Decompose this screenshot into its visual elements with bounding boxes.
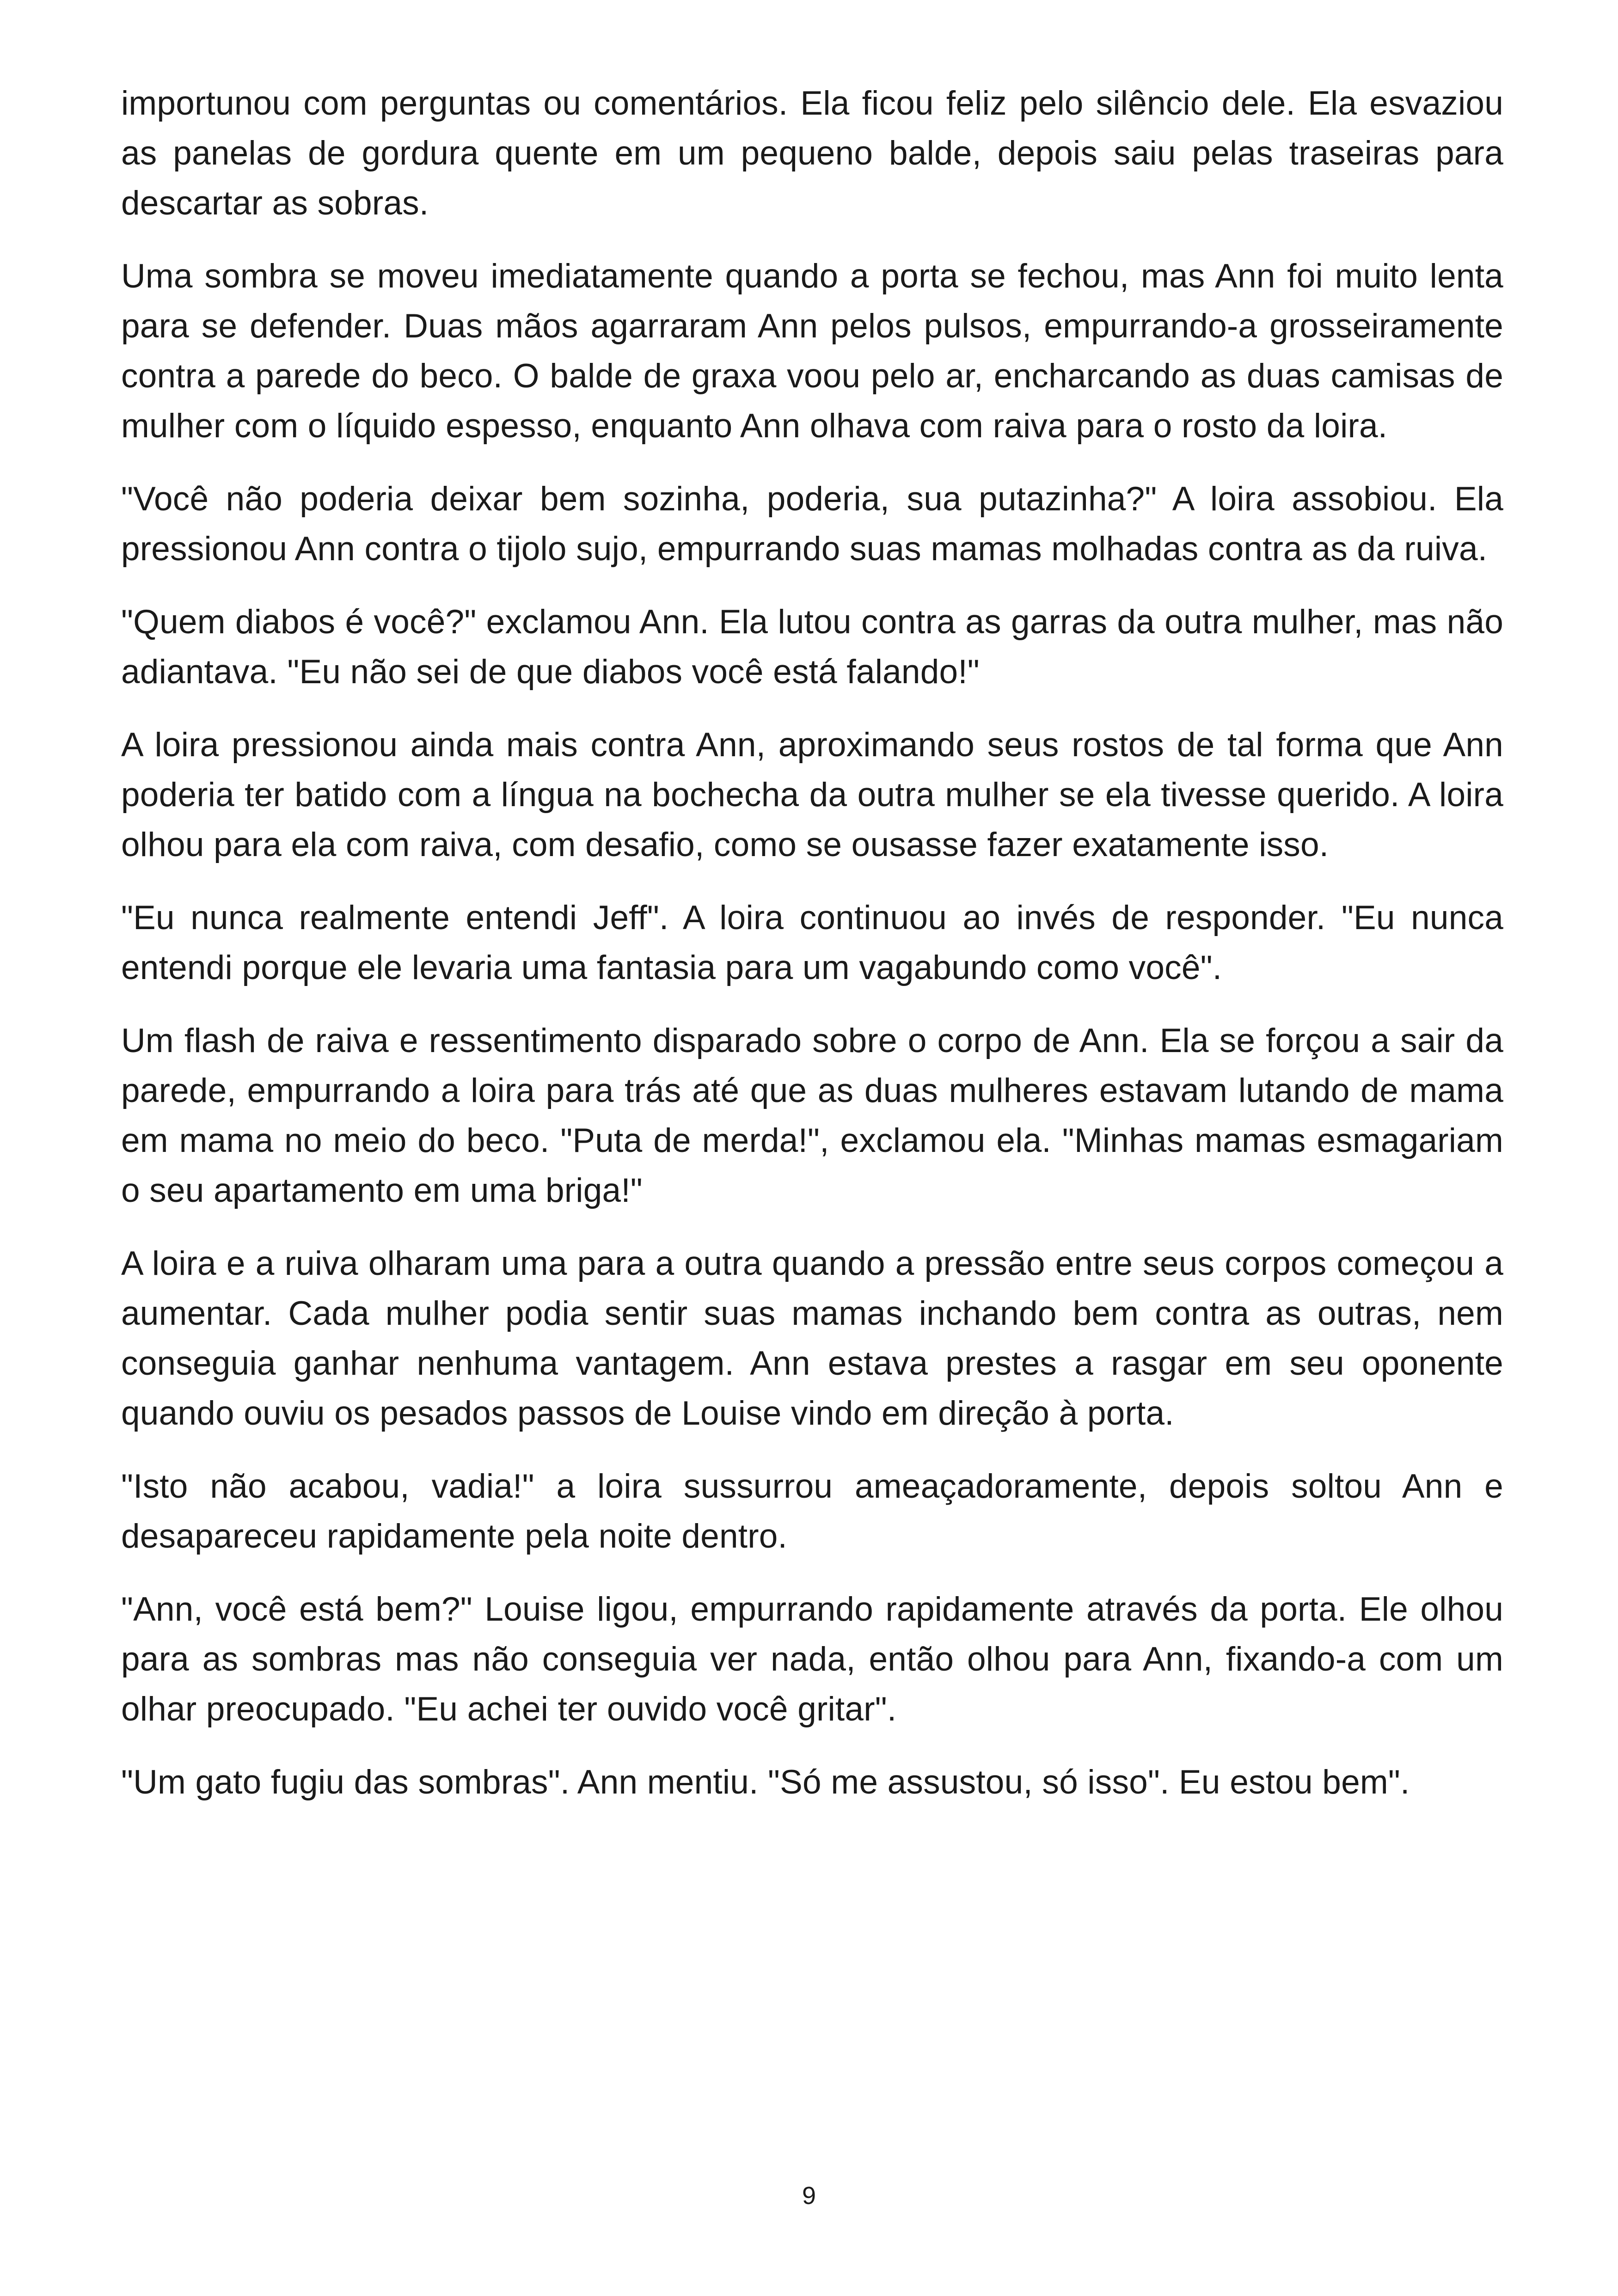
paragraph: "Isto não acabou, vadia!" a loira sussurrou ameaçadoramente, depois soltou Ann e desapareceu rapidamente pela noite dentro. bbox=[121, 1468, 1503, 1555]
paragraph: Um flash de raiva e ressentimento disparado sobre o corpo de Ann. Ela se forçou a sair da parede, empurrando a loira para trás até que as duas mulheres estavam lutando de mama em mama no meio do beco. "Puta de merda!", exclamou ela. "Minhas mamas esmagariam o seu apartamento em uma briga!" bbox=[121, 1022, 1503, 1209]
paragraph: A loira pressionou ainda mais contra Ann, aproximando seus rostos de tal forma que Ann poderia ter batido com a língua na bochecha da outra mulher se ela tivesse querido. A loira olhou para ela com raiva, com desafio, como se ousasse fazer exatamente isso. bbox=[121, 726, 1503, 863]
paragraph: "Ann, você está bem?" Louise ligou, empurrando rapidamente através da porta. Ele olhou para as sombras mas não conseguia ver nada, então olhou para Ann, fixando-a com um olhar preocupado. "Eu achei ter ouvido você gritar". bbox=[121, 1591, 1503, 1728]
paragraph: "Quem diabos é você?" exclamou Ann. Ela lutou contra as garras da outra mulher, mas não adiantava. "Eu não sei de que diabos você está falando!" bbox=[121, 603, 1503, 691]
document-body bbox=[121, 79, 1503, 1831]
paragraph: Uma sombra se moveu imediatamente quando a porta se fechou, mas Ann foi muito lenta para se defender. Duas mãos agarraram Ann pelos pulsos, empurrando-a grosseiramente contra a parede do beco. O balde de graxa voou pelo ar, encharcando as duas camisas de mulher com o líquido espesso, enquanto Ann olhava com raiva para o rosto da loira. bbox=[121, 257, 1503, 445]
paragraph: "Um gato fugiu das sombras". Ann mentiu. "Só me assustou, só isso". Eu estou bem". bbox=[121, 1763, 1410, 1801]
page-number: 9 bbox=[802, 2182, 816, 2210]
paragraph: A loira e a ruiva olharam uma para a outra quando a pressão entre seus corpos começou a aumentar. Cada mulher podia sentir suas mamas inchando bem contra as outras, nem conseguia ganhar nenhuma vantagem. Ann estava prestes a rasgar em seu oponente quando ouviu os pesados passos de Louise vindo em direção à porta. bbox=[121, 1245, 1503, 1432]
paragraph: "Eu nunca realmente entendi Jeff". A loira continuou ao invés de responder. "Eu nunca entendi porque ele levaria uma fantasia para um vagabundo como você". bbox=[121, 899, 1503, 986]
paragraph: importunou com perguntas ou comentários. Ela ficou feliz pelo silêncio dele. Ela esvaziou as panelas de gordura quente em um pequeno balde, depois saiu pelas traseiras para descartar as sobras. bbox=[121, 85, 1503, 222]
paragraph: "Você não poderia deixar bem sozinha, poderia, sua putazinha?" A loira assobiou. Ela pressionou Ann contra o tijolo sujo, empurrando suas mamas molhadas contra as da ruiva. bbox=[121, 480, 1503, 568]
